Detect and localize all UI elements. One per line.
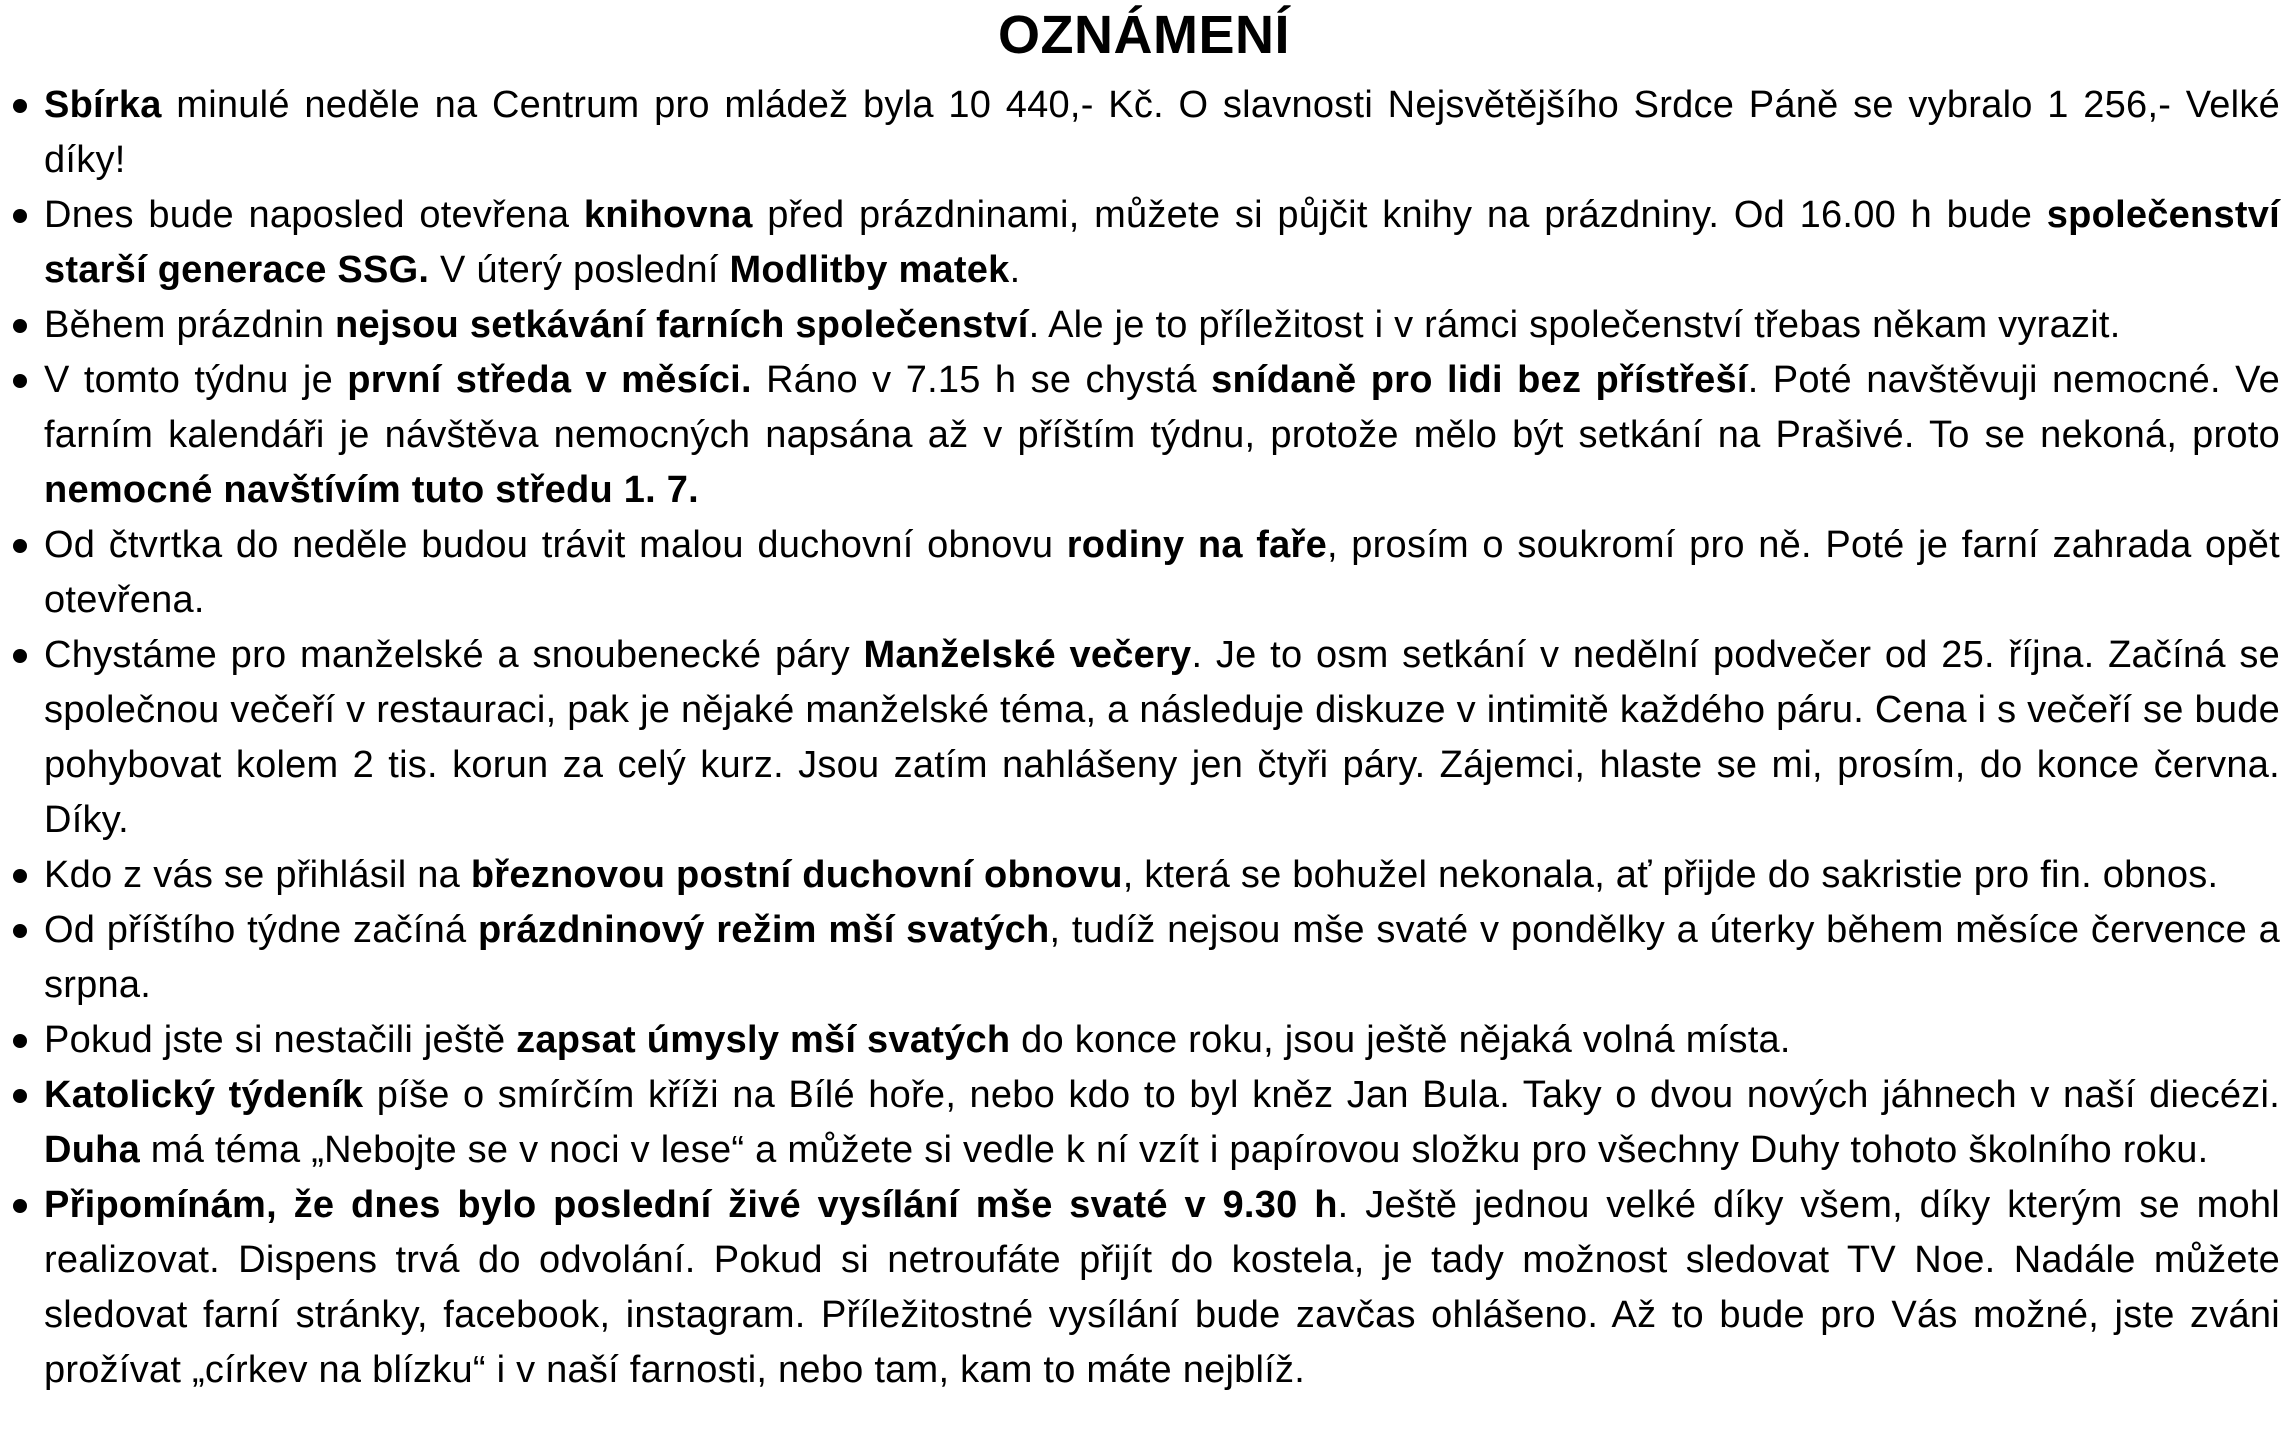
announcement-text: . Poté navštěvuji nemocné. Ve farním kalendáři je návštěva nemocných napsána až v příštím týdnu, protože mělo být setkání na Prašivé. To se nekoná, proto [44,359,2280,456]
announcement-text: , tudíž nejsou mše svaté v pondělky a úterky během měsíce července a srpna. [44,909,2280,1006]
announcement-text: před prázdninami, můžete si půjčit knihy na prázdniny. Od 16.00 h bude [752,194,2047,236]
bullet-icon [13,99,27,113]
announcement-text: . Ale je to příležitost i v rámci společenství třebas někam vyrazit. [1028,304,2121,346]
announcement-text: píše o smírčím kříži na Bílé hoře, nebo kdo to byl kněz Jan Bula. Taky o dvou nových jáhnech v naší diecézi. [363,1074,2281,1116]
announcement-text: Pokud jste si nestačili ještě [44,1019,517,1061]
page-title: OZNÁMENÍ [998,5,1290,65]
announcement-text: Dnes bude naposled otevřena [44,194,584,236]
announcement-text-bold: Duha [44,1129,140,1171]
announcement-text-bold: snídaně pro lidi bez přístřeší [1211,359,1748,401]
bullet-icon [13,1034,27,1048]
bullet-icon [13,1089,27,1103]
announcement-text: , prosím o soukromí pro ně. Poté je farní zahrada opět otevřena. [44,524,2280,621]
announcement-text: . Je to osm setkání v nedělní podvečer od 25. října. Začíná se společnou večeří v restauraci, pak je nějaké manželské téma, a následuje diskuze v intimitě každého páru. Cena i s večeří se bude pohybovat kolem 2 tis. korun za celý kurz. Jsou zatím nahlášeny jen čtyři páry. Zájemci, hlaste se mi, prosím, do konce června. Díky. [44,634,2281,841]
announcement-text: Od příštího týdne začíná [44,909,479,951]
list-item [6,628,2280,848]
bullet-icon [13,374,27,388]
bullet-icon [13,924,27,938]
announcement-text: . Ještě jednou velké díky všem, díky kterým se mohl realizovat. Dispens trvá do odvolání. Pokud si netroufáte přijít do kostela, je tady možnost sledovat TV Noe. Nadále můžete sledovat farní stránky, facebook, instagram. Příležitostné vysílání bude zavčas ohlášeno. Až to bude pro Vás možné, jste zváni prožívat „církev na blízku“ i v naší farnosti, nebo tam, kam to máte nejblíž. [44,1184,2280,1391]
announcement-text: do konce roku, jsou ještě nějaká volná místa. [1010,1019,1791,1061]
list-item [6,1178,2280,1398]
announcement-text-bold: nejsou setkávání farních společenství [335,304,1029,346]
bullet-icon [13,649,27,663]
list-item [6,848,2280,903]
list-item [6,188,2280,298]
announcement-text-bold: zapsat úmysly mší svatých [516,1019,1011,1061]
announcement-text: V úterý poslední [429,249,730,291]
announcement-text-bold: prázdninový režim mší svatých [478,909,1050,951]
announcement-text: Chystáme pro manželské a snoubenecké páry [44,634,864,676]
list-item [6,78,2280,188]
bullet-icon [13,1199,27,1213]
announcement-text-bold: nemocné navštívím tuto středu 1. 7. [44,469,699,511]
announcement-text: Kdo z vás se přihlásil na [44,854,471,896]
announcement-text-bold: společenství starší generace SSG. [44,194,2280,291]
announcement-text: Od čtvrtka do neděle budou trávit malou duchovní obnovu [44,524,1067,566]
list-item [6,903,2280,1013]
bullet-icon [13,869,27,883]
announcement-text: , která se bohužel nekonala, ať přijde do sakristie pro fin. obnos. [1122,854,2219,896]
list-item [6,1013,2280,1068]
announcement-text: V tomto týdnu je [44,359,348,401]
bullet-icon [13,319,27,333]
bullet-icon [13,209,27,223]
announcement-text-bold: Sbírka [44,84,162,126]
announcement-text-bold: Katolický týdeník [44,1074,364,1116]
announcement-text-bold: knihovna [583,194,753,236]
list-item [6,298,2280,353]
announcement-text: Během prázdnin [44,304,336,346]
list-item [6,518,2280,628]
announcement-text: minulé neděle na Centrum pro mládež byla 10 440,- Kč. O slavnosti Nejsvětějšího Srdce Páně se vybralo 1 256,- Velké díky! [44,84,2280,181]
announcement-text: . [1009,249,1021,291]
list-item [6,353,2280,518]
announcement-text-bold: březnovou postní duchovní obnovu [470,854,1123,896]
announcement-text-bold: Modlitby matek [729,249,1010,291]
list-item [6,1068,2280,1178]
announcement-text-bold: první středa v měsíci. [347,359,752,401]
announcement-text-bold: rodiny na faře [1066,524,1327,566]
announcement-text-bold: Manželské večery [863,634,1192,676]
announcement-text-bold: Připomínám, že dnes bylo poslední živé vysílání mše svaté v 9.30 h [44,1184,1338,1226]
announcement-text: má téma „Nebojte se v noci v lese“ a můžete si vedle k ní vzít i papírovou složku pro všechny Duhy tohoto školního roku. [140,1129,2209,1171]
bullet-icon [13,539,27,553]
announcement-text: Ráno v 7.15 h se chystá [751,359,1212,401]
announcement-list [6,78,2282,1398]
